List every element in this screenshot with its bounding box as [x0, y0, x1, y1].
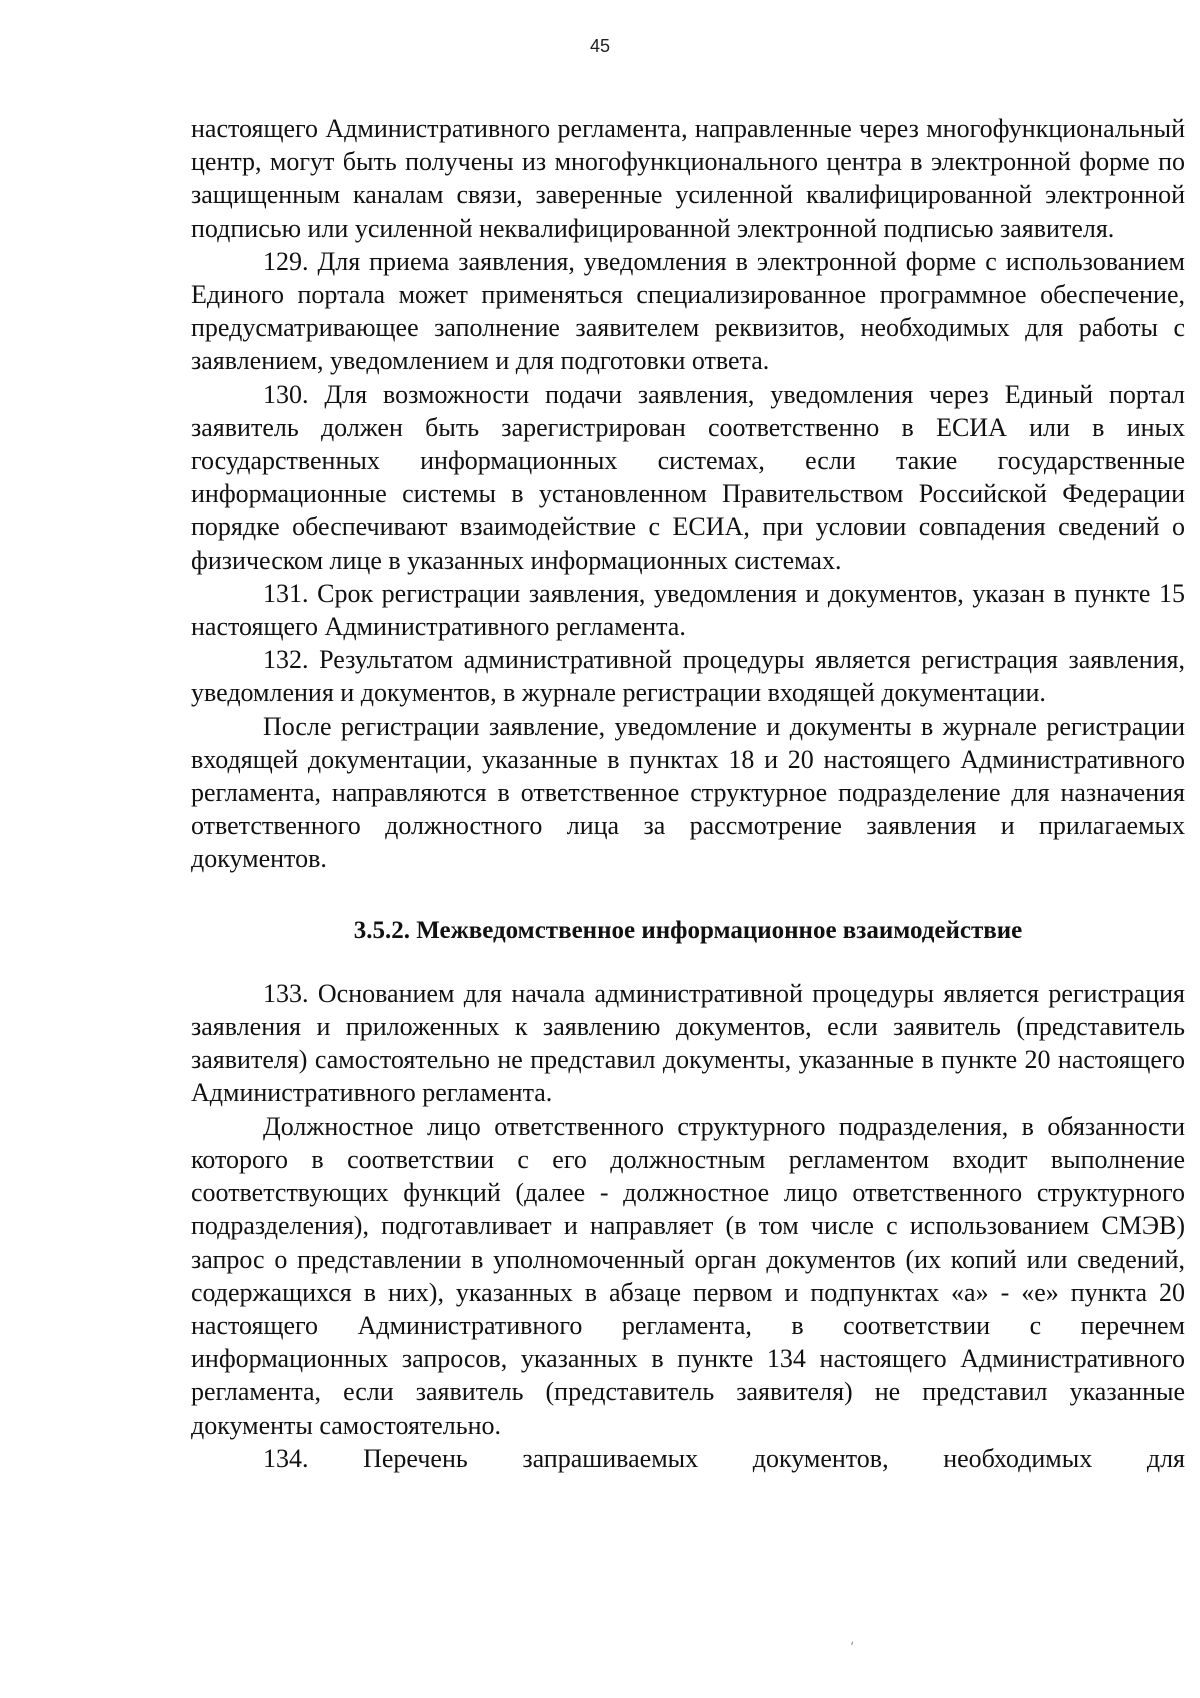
paragraph-130: 130. Для возможности подачи заявления, уведомления через Единый портал заявитель должен быть зарегистрирован соответственно в ЕСИА или в иных государственных информационных системах, если такие государственные информационные системы в установленном Правительством Российской Федерации порядке обеспечивают взаимодействие с ЕСИА, при условии совпадения сведений о физическом лице в указанных информационных системах.: [191, 379, 1185, 575]
paragraph-134: 134. Перечень запрашиваемых документов, необходимых для: [263, 1443, 1185, 1473]
scan-speck: ‘: [850, 1640, 855, 1656]
document-body: [191, 112, 1185, 1475]
paragraph-132: 132. Результатом административной процедуры является регистрация заявления, уведомления и документов, в журнале регистрации входящей документации.: [191, 645, 1185, 708]
paragraph-continuation: настоящего Административного регламента, направленные через многофункциональный центр, могут быть получены из многофункционального центра в электронной форме по защищенным каналам связи, заверенные усиленной квалифицированной электронной подписью или усиленной неквалифицированной электронной подписью заявителя.: [191, 114, 1185, 243]
paragraph-after-registration: После регистрации заявление, уведомление и документы в журнале регистрации входящей документации, указанные в пунктах 18 и 20 настоящего Административного регламента, направляются в ответственное структурное подразделение для назначения ответственного должностного лица за рассмотрение заявления и прилагаемых документов.: [191, 711, 1185, 874]
section-heading: 3.5.2. Межведомственное информационное взаимодействие: [353, 916, 1023, 944]
paragraphs-before-heading: [191, 112, 1185, 876]
paragraph-133: 133. Основанием для начала административной процедуры является регистрация заявления и приложенных к заявлению документов, если заявитель (представитель заявителя) самостоятельно не представил документы, указанные в пункте 20 настоящего Административного регламента.: [191, 978, 1185, 1108]
paragraph-131: 131. Срок регистрации заявления, уведомления и документов, указан в пункте 15 настоящего Административного регламента.: [191, 578, 1185, 642]
paragraph-129: 129. Для приема заявления, уведомления в электронной форме с использованием Единого портала может применяться специализированное программное обеспечение, предусматривающее заполнение заявителем реквизитов, необходимых для работы с заявлением, уведомлением и для подготовки ответа.: [191, 246, 1185, 376]
paragraph-official-request: Должностное лицо ответственного структурного подразделения, в обязанности которого в соответствии с его должностным регламентом входит выполнение соответствующих функций (далее - должностное лицо ответственного структурного подразделения), подготавливает и направляет (в том числе с использованием СМЭВ) запрос о представлении в уполномоченный орган документов (их копий или сведений, содержащихся в них), указанных в абзаце первом и подпунктах «а» - «е» пункта 20 настоящего Административного регламента, в соответствии с перечнем информационных запросов, указанных в пункте 134 настоящего Административного регламента, если заявитель (представитель заявителя) не представил указанные документы самостоятельно.: [191, 1111, 1185, 1440]
paragraphs-after-heading: [191, 977, 1185, 1475]
page-number: 45: [589, 36, 611, 56]
